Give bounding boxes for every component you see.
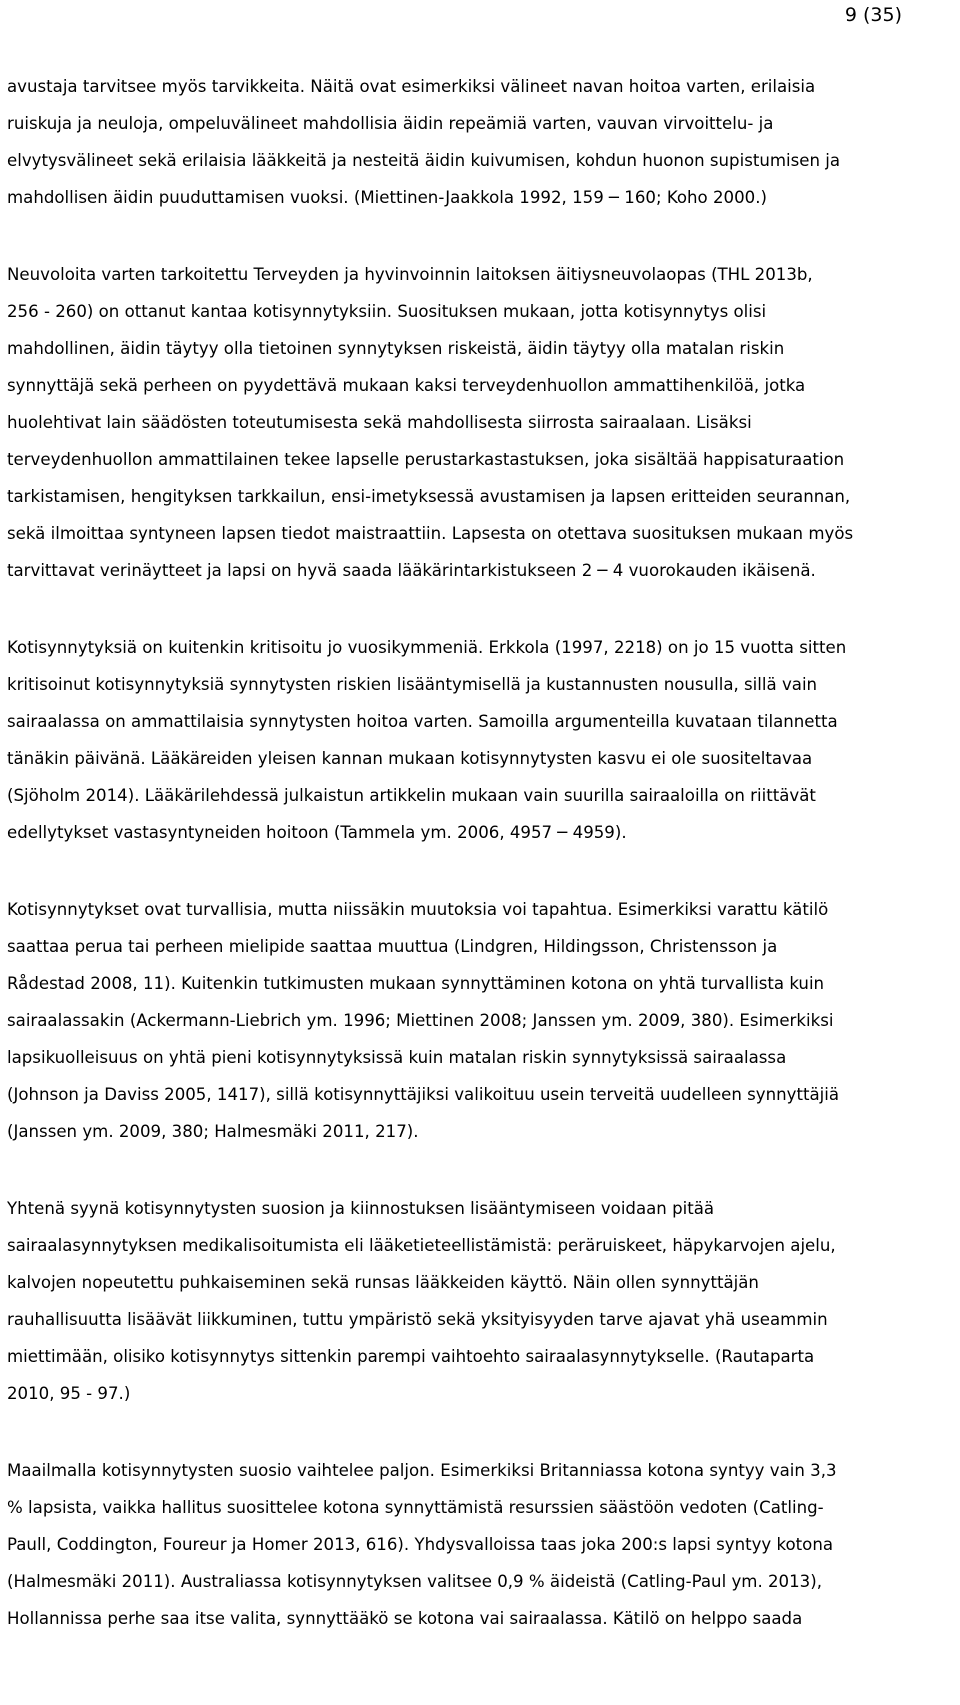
text-line: sairaalasynnytyksen medikalisoitumista eli lääketieteellistämistä: peräruiskeet, häpykarvojen ajelu, bbox=[7, 1236, 836, 1255]
text-line: tarvittavat verinäytteet ja lapsi on hyvä saada lääkärintarkistukseen 2 ─ 4 vuorokauden ikäisenä. bbox=[7, 561, 816, 580]
text-line: edellytykset vastasyntyneiden hoitoon (Tammela ym. 2006, 4957 ─ 4959). bbox=[7, 823, 627, 842]
paragraph-2 bbox=[7, 256, 927, 589]
paragraph-4 bbox=[7, 891, 927, 1150]
paragraph-6 bbox=[7, 1452, 927, 1637]
text-line: huolehtivat lain säädösten toteutumisesta sekä mahdollisesta siirrosta sairaalaan. Lisäksi bbox=[7, 413, 752, 432]
text-line: 256 - 260) on ottanut kantaa kotisynnytyksiin. Suosituksen mukaan, jotta kotisynnytys olisi bbox=[7, 302, 767, 321]
text-line: sairaalassakin (Ackermann-Liebrich ym. 1996; Miettinen 2008; Janssen ym. 2009, 380). Esimerkiksi bbox=[7, 1011, 834, 1030]
text-line: Yhtenä syynä kotisynnytysten suosion ja kiinnostuksen lisääntymiseen voidaan pitää bbox=[7, 1199, 715, 1218]
text-line: (Johnson ja Daviss 2005, 1417), sillä kotisynnyttäjiksi valikoituu usein terveitä uudelleen synnyttäjiä bbox=[7, 1085, 840, 1104]
text-line: elvytysvälineet sekä erilaisia lääkkeitä ja nesteitä äidin kuivumisen, kohdun huonon supistumisen ja bbox=[7, 151, 841, 170]
text-line: kalvojen nopeutettu puhkaiseminen sekä runsas lääkkeiden käyttö. Näin ollen synnyttäjän bbox=[7, 1273, 759, 1292]
text-line: (Janssen ym. 2009, 380; Halmesmäki 2011, 217). bbox=[7, 1122, 419, 1141]
text-line: tänäkin päivänä. Lääkäreiden yleisen kannan mukaan kotisynnytysten kasvu ei ole suositeltavaa bbox=[7, 749, 813, 768]
text-line: terveydenhuollon ammattilainen tekee lapselle perustarkastastuksen, joka sisältää happisaturaation bbox=[7, 450, 845, 469]
text-line: sekä ilmoittaa syntyneen lapsen tiedot maistraattiin. Lapsesta on otettava suosituksen mukaan myös bbox=[7, 524, 854, 543]
text-line: avustaja tarvitsee myös tarvikkeita. Näitä ovat esimerkiksi välineet navan hoitoa varten, erilaisia bbox=[7, 77, 816, 96]
text-line: rauhallisuutta lisäävät liikkuminen, tuttu ympäristö sekä yksityisyyden tarve ajavat yhä useammin bbox=[7, 1310, 828, 1329]
text-line: Paull, Coddington, Foureur ja Homer 2013, 616). Yhdysvalloissa taas joka 200:s lapsi syntyy kotona bbox=[7, 1535, 834, 1554]
text-line: miettimään, olisiko kotisynnytys sittenkin parempi vaihtoehto sairaalasynnytykselle. (Rautaparta bbox=[7, 1347, 815, 1366]
text-line: tarkistamisen, hengityksen tarkkailun, ensi-imetyksessä avustamisen ja lapsen eritteiden seurannan, bbox=[7, 487, 851, 506]
text-line: Hollannissa perhe saa itse valita, synnyttääkö se kotona vai sairaalassa. Kätilö on helppo saada bbox=[7, 1609, 803, 1628]
document-body bbox=[7, 68, 927, 1677]
paragraph-3 bbox=[7, 629, 927, 851]
text-line: Kotisynnytyksiä on kuitenkin kritisoitu jo vuosikymmeniä. Erkkola (1997, 2218) on jo 15 vuotta sitten bbox=[7, 638, 847, 657]
page-number: 9 (35) bbox=[844, 4, 902, 26]
paragraph-5 bbox=[7, 1190, 927, 1412]
text-line: (Halmesmäki 2011). Australiassa kotisynnytyksen valitsee 0,9 % äideistä (Catling-Paul ym. 2013), bbox=[7, 1572, 822, 1591]
text-line: synnyttäjä sekä perheen on pyydettävä mukaan kaksi terveydenhuollon ammattihenkilöä, jotka bbox=[7, 376, 806, 395]
text-line: lapsikuolleisuus on yhtä pieni kotisynnytyksissä kuin matalan riskin synnytyksissä sairaalassa bbox=[7, 1048, 787, 1067]
text-line: % lapsista, vaikka hallitus suosittelee kotona synnyttämistä resurssien säästöön vedoten (Catling- bbox=[7, 1498, 824, 1517]
text-line: 2010, 95 - 97.) bbox=[7, 1384, 131, 1403]
text-line: mahdollinen, äidin täytyy olla tietoinen synnytyksen riskeistä, äidin täytyy olla matalan riskin bbox=[7, 339, 785, 358]
text-line: sairaalassa on ammattilaisia synnytysten hoitoa varten. Samoilla argumenteilla kuvataan tilannetta bbox=[7, 712, 838, 731]
text-line: saattaa perua tai perheen mielipide saattaa muuttua (Lindgren, Hildingsson, Christensson ja bbox=[7, 937, 778, 956]
text-line: ruiskuja ja neuloja, ompeluvälineet mahdollisia äidin repeämiä varten, vauvan virvoittelu- ja bbox=[7, 114, 774, 133]
text-line: Rådestad 2008, 11). Kuitenkin tutkimusten mukaan synnyttäminen kotona on yhtä turvallista kuin bbox=[7, 974, 825, 993]
text-line: Kotisynnytykset ovat turvallisia, mutta niissäkin muutoksia voi tapahtua. Esimerkiksi varattu kätilö bbox=[7, 900, 829, 919]
paragraph-1 bbox=[7, 68, 927, 216]
text-line: Maailmalla kotisynnytysten suosio vaihtelee paljon. Esimerkiksi Britanniassa kotona syntyy vain 3,3 bbox=[7, 1461, 837, 1480]
text-line: kritisoinut kotisynnytyksiä synnytysten riskien lisääntymisellä ja kustannusten nousulla, sillä vain bbox=[7, 675, 818, 694]
text-line: (Sjöholm 2014). Lääkärilehdessä julkaistun artikkelin mukaan vain suurilla sairaaloilla on riittävät bbox=[7, 786, 816, 805]
text-line: mahdollisen äidin puuduttamisen vuoksi. (Miettinen-Jaakkola 1992, 159 ─ 160; Koho 2000.) bbox=[7, 188, 767, 207]
text-line: Neuvoloita varten tarkoitettu Terveyden ja hyvinvoinnin laitoksen äitiysneuvolaopas (THL 2013b, bbox=[7, 265, 813, 284]
